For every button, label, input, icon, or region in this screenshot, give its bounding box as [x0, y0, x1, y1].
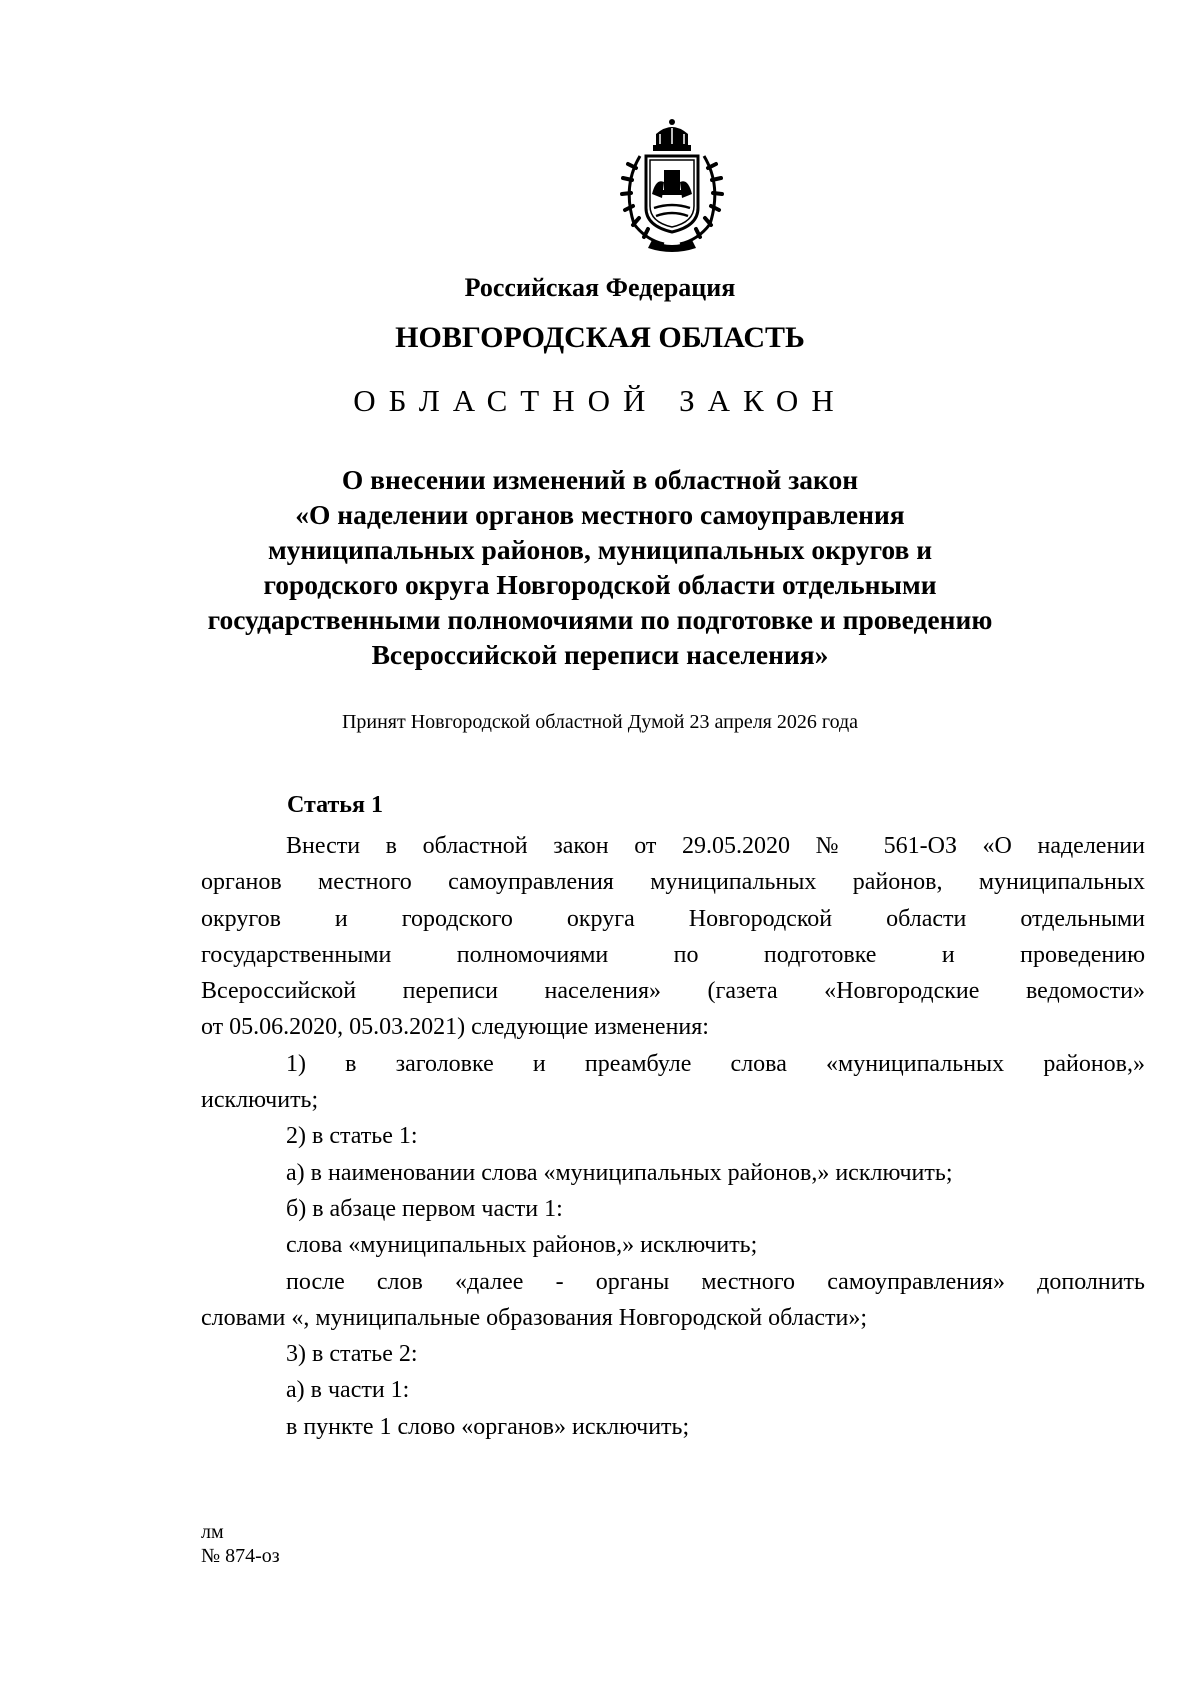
title-line: «О наделении органов местного самоуправления [295, 499, 905, 530]
body-line: словами «, муниципальные образования Новгородской области»; [201, 1304, 867, 1331]
adoption-note: Принят Новгородской областной Думой 23 апреля 2026 года [341, 711, 859, 733]
body-line: в пункте 1 слово «органов» исключить; [286, 1413, 690, 1440]
document-footer [201, 1520, 280, 1568]
law-number: № 874-оз [201, 1545, 280, 1567]
title-line: государственными полномочиями по подготовке и проведению [207, 604, 993, 635]
title-line: О внесении изменений в областной закон [341, 464, 859, 495]
body-line: б) в абзаце первом части 1: [286, 1195, 563, 1222]
body-line: а) в части 1: [286, 1377, 410, 1404]
body-line: 1) в заголовке и преамбуле слова «муниципальных районов,» [286, 1050, 1145, 1077]
article-heading: Статья 1 [287, 792, 383, 818]
region-name: НОВГОРОДСКАЯ ОБЛАСТЬ [395, 321, 805, 354]
body-line: после слов «далее - органы местного самоуправления» дополнить [286, 1268, 1145, 1295]
title-line: городского округа Новгородской области отдельными [263, 569, 937, 600]
body-line: Внести в областной закон от 29.05.2020 № 561-ОЗ «О наделении [286, 833, 1145, 859]
body-line: от 05.06.2020, 05.03.2021) следующие изменения: [201, 1014, 709, 1041]
law-title [150, 462, 1050, 672]
body-line: органов местного самоуправления муниципальных районов, муниципальных [201, 869, 1145, 896]
document-type: ОБЛАСТНОЙ ЗАКОН [353, 383, 847, 418]
body-line: 3) в статье 2: [286, 1341, 418, 1368]
title-line: муниципальных районов, муниципальных округов и [267, 534, 933, 565]
country-name: Российская Федерация [464, 273, 736, 302]
body-line: слова «муниципальных районов,» исключить; [286, 1232, 758, 1259]
body-line: государственными полномочиями по подготовке и проведению [201, 941, 1145, 968]
body-line: округов и городского округа Новгородской области отдельными [201, 905, 1145, 932]
coat-of-arms-icon [612, 116, 732, 254]
article-body [201, 828, 1145, 1445]
body-line: исключить; [201, 1087, 319, 1114]
body-line: 2) в статье 1: [286, 1123, 418, 1150]
body-line: Всероссийской переписи населения» (газета «Новгородские ведомости» [201, 978, 1145, 1005]
title-line: Всероссийской переписи населения» [371, 639, 829, 670]
author-initials: лм [201, 1521, 224, 1543]
body-line: а) в наименовании слова «муниципальных районов,» исключить; [286, 1159, 953, 1186]
